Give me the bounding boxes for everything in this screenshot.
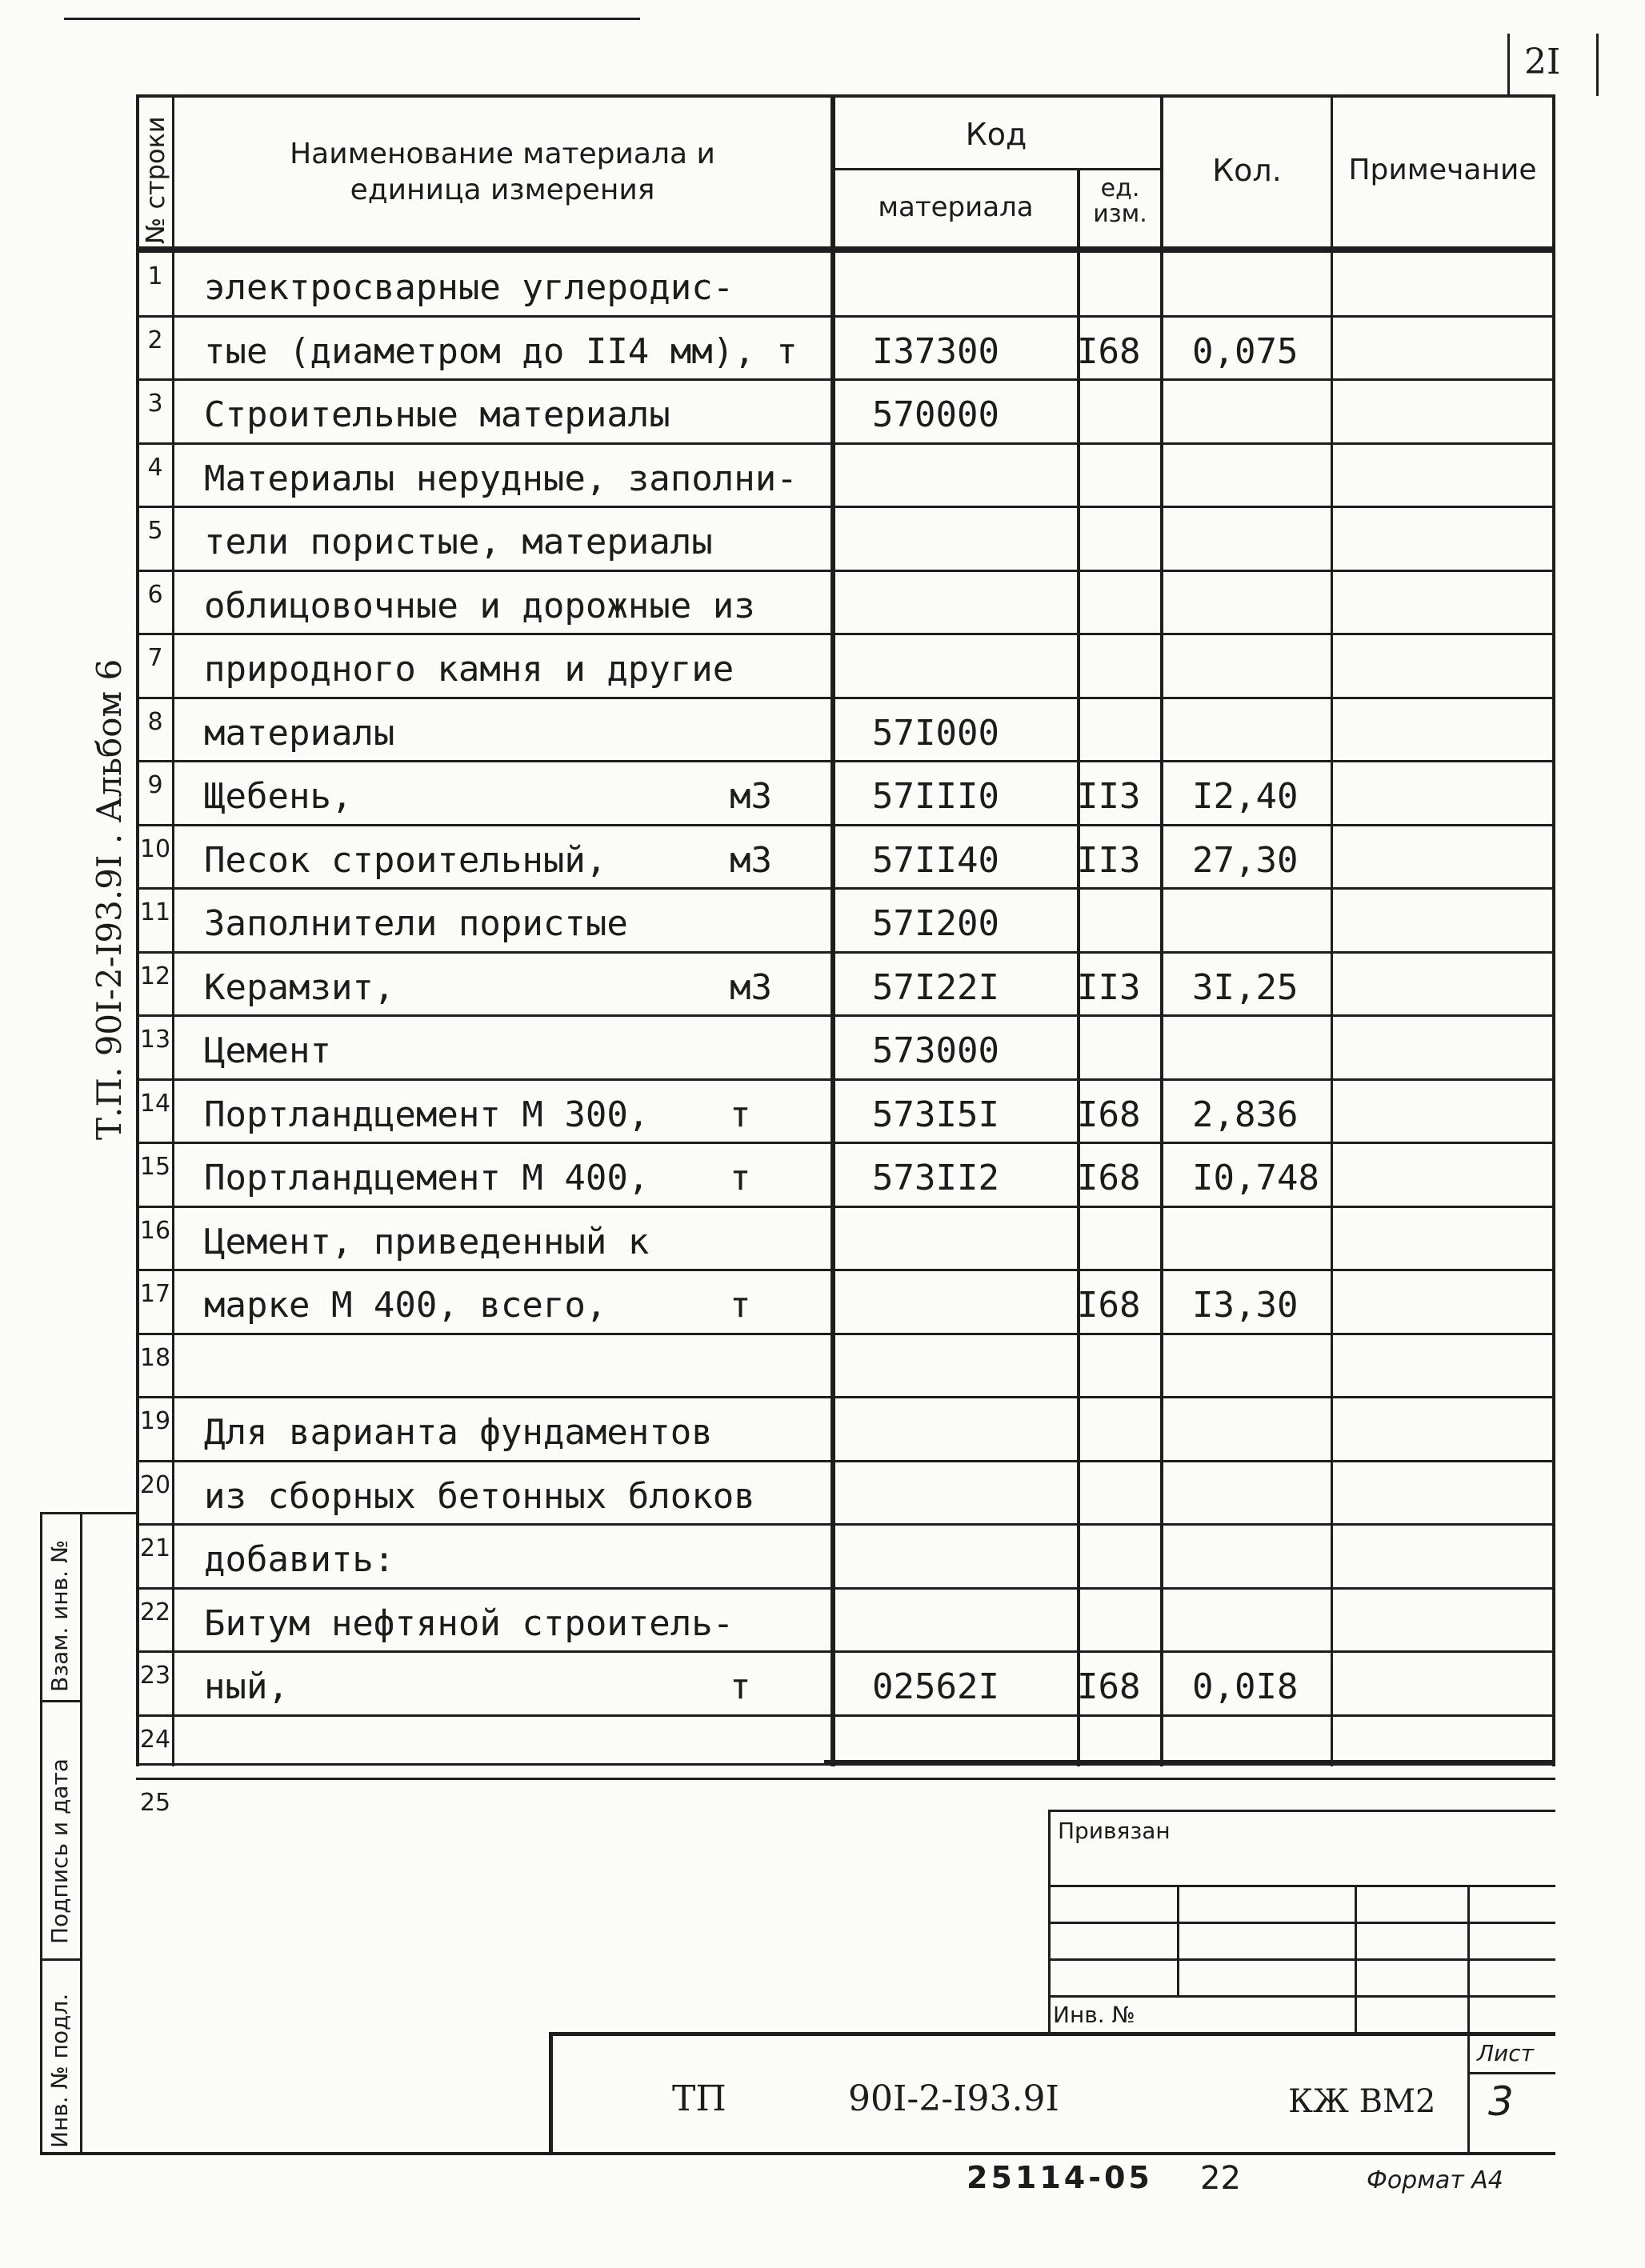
material-name: электросварные углеродис- (204, 267, 734, 308)
row-number: 20 (139, 1470, 171, 1499)
stamp-tp: ТП (672, 2078, 726, 2119)
row-number: 18 (139, 1343, 171, 1372)
material-name: Для варианта фундаментов (204, 1412, 713, 1453)
stamp-code: 90I-2-I93.9I (848, 2078, 1059, 2119)
header-note: Примечание (1348, 154, 1537, 186)
page-number-frame (1507, 34, 1510, 96)
row-divider (136, 824, 1555, 826)
footer-order-number: 25114-05 (967, 2160, 1153, 2195)
quantity: 3I,25 (1192, 966, 1299, 1008)
row-number: 19 (139, 1407, 171, 1435)
unit-code: I68 (1077, 1094, 1141, 1135)
material-name: Керамзит, (204, 966, 395, 1008)
row-divider (136, 506, 1555, 508)
row-divider (136, 1650, 1555, 1653)
row-divider (136, 887, 1555, 890)
footer-page: 22 (1200, 2160, 1241, 2197)
material-name: марке М 400, всего, (204, 1285, 607, 1326)
material-unit: м3 (730, 776, 772, 817)
material-code: 02562I (872, 1666, 999, 1707)
row-number: 13 (139, 1026, 171, 1054)
material-code: 57I000 (872, 712, 999, 754)
material-unit: м3 (730, 966, 772, 1008)
stamp-inv-no: Инв. № (1053, 2002, 1135, 2028)
stamp-podpis-data: Подпись и дата (46, 1758, 73, 1944)
header-code-material: материала (878, 191, 1034, 223)
material-name: Строительные материалы (204, 394, 670, 435)
row-divider (136, 1714, 1555, 1717)
row-divider (136, 1587, 1555, 1590)
row-divider (136, 1269, 1555, 1271)
unit-code: I68 (1077, 330, 1141, 372)
row-number: 22 (139, 1598, 171, 1626)
material-unit: т (730, 1285, 751, 1326)
unit-code: I68 (1077, 1285, 1141, 1326)
header-code: Код (965, 117, 1027, 152)
row-divider (136, 442, 1555, 445)
row-number: 21 (139, 1534, 171, 1562)
material-name: Заполнители пористые (204, 903, 628, 944)
row-number: 1 (147, 262, 163, 290)
stamp-list-number: 3 (1488, 2078, 1514, 2125)
material-code: 573000 (872, 1030, 999, 1071)
row-divider (136, 633, 1555, 635)
material-unit: т (730, 1666, 751, 1707)
material-name: ный, (204, 1666, 289, 1707)
row-number: 12 (139, 962, 171, 990)
material-unit: т (730, 1158, 751, 1198)
row-divider (136, 1523, 1555, 1526)
row-number: 8 (147, 707, 163, 736)
header-qty: Кол. (1212, 153, 1282, 188)
material-name: из сборных бетонных блоков (204, 1475, 755, 1517)
quantity: 0,075 (1192, 330, 1299, 372)
row-divider (136, 760, 1555, 762)
page-number-frame (1596, 34, 1599, 96)
material-code: 57II40 (872, 839, 999, 881)
footer-format: Формат А4 (1367, 2166, 1503, 2194)
row-divider (136, 1142, 1555, 1144)
material-name: Цемент, приведенный к (204, 1221, 650, 1262)
quantity: 0,0I8 (1192, 1666, 1299, 1707)
row-number: 2 (147, 326, 163, 354)
material-name: природного камня и другие (204, 649, 734, 690)
material-name: Щебень, (204, 776, 353, 817)
quantity: I0,748 (1192, 1158, 1319, 1198)
top-rule (64, 18, 640, 20)
material-name: Песок строительный, (204, 839, 607, 881)
unit-code: II3 (1077, 839, 1141, 881)
material-name: Цемент (204, 1030, 331, 1071)
quantity: I2,40 (1192, 776, 1299, 817)
header-code-unit: ед. изм. (1093, 174, 1147, 228)
row-number: 3 (147, 390, 163, 418)
material-unit: м3 (730, 839, 772, 881)
row-divider (136, 1778, 1555, 1780)
material-code: I37300 (872, 330, 999, 372)
stamp-privyazan: Привязан (1058, 1818, 1171, 1844)
material-name: тые (диаметром до II4 мм), т (204, 330, 798, 372)
material-code: 57I22I (872, 966, 999, 1008)
row-number: 5 (147, 517, 163, 545)
row-divider (136, 1396, 1555, 1398)
side-title: Т.П. 90I-2-I93.9I . Альбом 6 (90, 658, 129, 1140)
quantity: 2,836 (1192, 1094, 1299, 1135)
page-number: 2I (1524, 42, 1561, 82)
material-name: Материалы нерудные, заполни- (204, 458, 798, 499)
row-divider (136, 570, 1555, 572)
row-number: 25 (139, 1789, 171, 1817)
stamp-vzam-inv: Взам. инв. № (46, 1539, 73, 1692)
header-name: Наименование материала и единица измерения (290, 138, 715, 206)
material-name: материалы (204, 712, 395, 754)
row-number: 16 (139, 1216, 171, 1245)
material-code: 570000 (872, 394, 999, 435)
row-number: 14 (139, 1089, 171, 1118)
row-divider (136, 378, 1555, 381)
stamp-mark: КЖ ВМ2 (1288, 2083, 1436, 2120)
quantity: I3,30 (1192, 1285, 1299, 1326)
row-divider (136, 951, 1555, 954)
row-divider (136, 315, 1555, 318)
material-name: добавить: (204, 1539, 395, 1580)
header-row-number: № строки (140, 116, 170, 244)
material-name: Битум нефтяной строитель- (204, 1602, 734, 1644)
stamp-inv-podl: Инв. № подл. (46, 1993, 73, 2148)
quantity: 27,30 (1192, 839, 1299, 881)
row-number: 10 (139, 834, 171, 863)
row-number: 15 (139, 1153, 171, 1181)
material-name: облицовочные и дорожные из (204, 585, 755, 626)
row-divider (136, 1333, 1555, 1335)
material-name: тели пористые, материалы (204, 522, 713, 562)
row-divider (136, 1206, 1555, 1208)
row-number: 6 (147, 580, 163, 609)
material-code: 573II2 (872, 1158, 999, 1198)
row-divider (136, 1014, 1555, 1017)
material-code: 573I5I (872, 1094, 999, 1135)
row-divider (136, 1460, 1555, 1462)
material-name: Портландцемент М 300, (204, 1094, 650, 1135)
row-number: 9 (147, 771, 163, 799)
stamp-list-label: Лист (1477, 2040, 1534, 2066)
row-number: 4 (147, 453, 163, 482)
material-code: 57I200 (872, 903, 999, 944)
material-code: 57III0 (872, 776, 999, 817)
row-divider (136, 697, 1555, 699)
material-name: Портландцемент М 400, (204, 1158, 650, 1198)
row-number: 23 (139, 1662, 171, 1690)
row-divider (136, 1078, 1555, 1081)
unit-code: II3 (1077, 776, 1141, 817)
unit-code: II3 (1077, 966, 1141, 1008)
row-number: 7 (147, 644, 163, 672)
row-number: 11 (139, 898, 171, 926)
row-number: 24 (139, 1725, 171, 1754)
row-number: 17 (139, 1280, 171, 1308)
unit-code: I68 (1077, 1666, 1141, 1707)
material-unit: т (730, 1094, 751, 1135)
unit-code: I68 (1077, 1158, 1141, 1198)
